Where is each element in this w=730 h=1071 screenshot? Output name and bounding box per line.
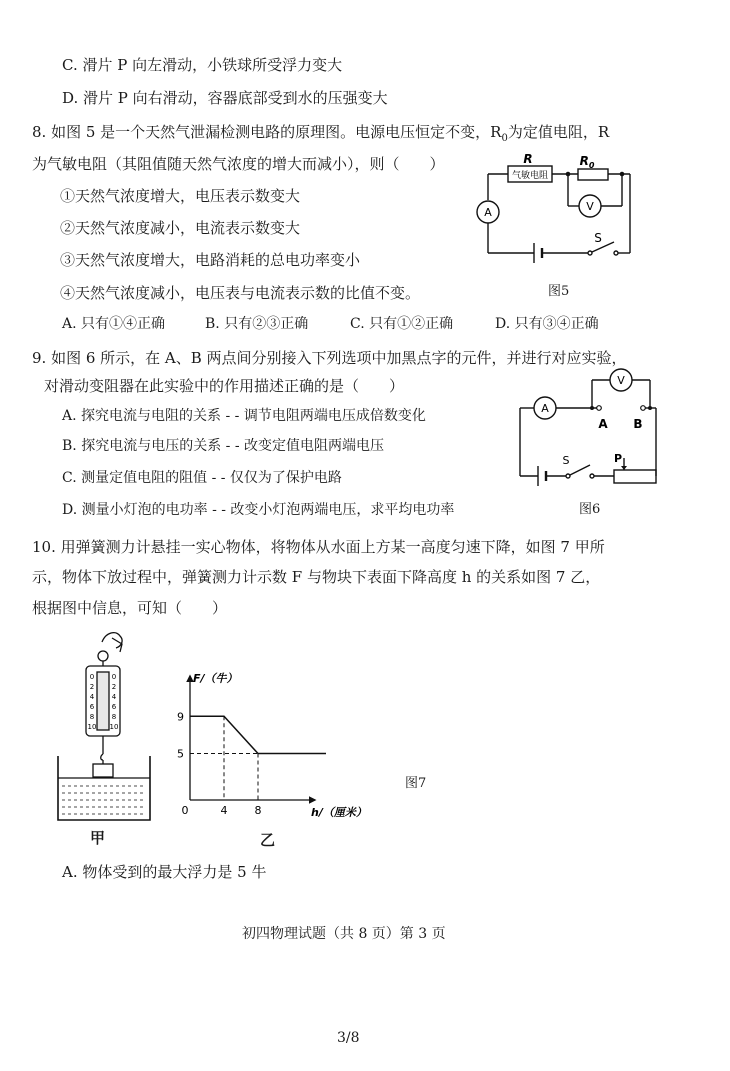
- y-axis-label: F/（牛）: [193, 672, 238, 685]
- x-tick-label-8: 8: [254, 804, 262, 817]
- page-footer-caption: 初四物理试题（共 8 页）第 3 页: [242, 926, 446, 942]
- q9-stem-line-2: 对滑动变阻器在此实验中的作用描述正确的是（ ）: [44, 377, 405, 395]
- q8-option-a: A. 只有①④正确: [62, 316, 166, 332]
- q8-stem-text: 8. 如图 5 是一个天然气泄漏检测电路的原理图。电源电压恒定不变，R: [32, 123, 502, 141]
- scale-left-0: 0: [89, 673, 95, 681]
- scale-left-8: 8: [89, 713, 95, 721]
- q7-option-c: C. 滑片 P 向左滑动，小铁球所受浮力变大: [62, 56, 343, 74]
- scale-right-8: 8: [111, 713, 117, 721]
- page-number: 3/8: [337, 1030, 360, 1046]
- figure-7-left-label: 甲: [90, 829, 106, 847]
- q10-stem-line-1: 10. 用弹簧测力计悬挂一实心物体，将物体从水面上方某一高度匀速下降，如图 7 甲所: [32, 538, 605, 556]
- resistor-r0-label: R: [579, 154, 589, 168]
- switch-label: S: [562, 454, 570, 467]
- q8-option-d: D. 只有③④正确: [495, 316, 599, 332]
- figure-6-caption: 图6: [579, 502, 601, 517]
- q8-statement-2: ②天然气浓度减小，电流表示数变大: [60, 219, 301, 237]
- q8-statement-4: ④天然气浓度减小，电压表与电流表示数的比值不变。: [60, 284, 421, 302]
- series-line: [190, 716, 326, 753]
- q8-stem-line-2: 为气敏电阻（其阻值随天然气浓度的增大而减小），则（ ）: [32, 155, 445, 173]
- hand-icon: [102, 633, 122, 648]
- test-object: [93, 764, 113, 777]
- figure-7-caption: 图7: [405, 776, 427, 791]
- q8-statement-3: ③天然气浓度增大，电路消耗的总电功率变小: [60, 251, 361, 269]
- x-axis-label: h/（厘米）: [311, 806, 367, 819]
- q8-statement-1: ①天然气浓度增大，电压表示数变大: [60, 187, 301, 205]
- q8-option-b: B. 只有②③正确: [205, 316, 309, 332]
- svg-text:R0: [580, 154, 595, 170]
- q9-option-a: A. 探究电流与电阻的关系 - - 调节电阻两端电压成倍数变化: [62, 408, 426, 424]
- slider-label: P: [613, 452, 623, 465]
- origin-label: 0: [181, 804, 189, 817]
- figure-7-graph: [165, 668, 365, 828]
- q8-option-c: C. 只有①②正确: [350, 316, 454, 332]
- scale-left-2: 2: [89, 683, 95, 691]
- ammeter-label: A: [484, 206, 492, 219]
- figure-7-right-label: 乙: [260, 831, 276, 849]
- q9-option-c: C. 测量定值电阻的阻值 - - 仅仅为了保护电路: [62, 470, 342, 486]
- scale-right-0: 0: [111, 673, 117, 681]
- q8-stem-line-1: [32, 122, 609, 149]
- scale-right-4: 4: [111, 693, 117, 701]
- point-a-label: A: [598, 417, 608, 431]
- q10-stem-line-2: 示，物体下放过程中，弹簧测力计示数 F 与物块下表面下降高度 h 的关系如图 7 乙，: [32, 568, 601, 586]
- scale-left-4: 4: [89, 693, 95, 701]
- terminal-b: [641, 406, 646, 411]
- q10-stem-line-3: 根据图中信息，可知（ ）: [32, 599, 228, 617]
- ammeter-label: A: [541, 402, 549, 415]
- figure-5-caption: 图5: [548, 284, 570, 299]
- resistor-r0-subscript: 0: [588, 161, 595, 170]
- beaker: [58, 756, 150, 820]
- x-tick-label-4: 4: [220, 804, 228, 817]
- scale-right-10: 10: [109, 723, 119, 731]
- voltmeter-label: V: [617, 374, 625, 387]
- terminal-a: [597, 406, 602, 411]
- scale-left-6: 6: [89, 703, 95, 711]
- figure-6-circuit: [510, 366, 690, 506]
- figure-5-circuit: [470, 150, 650, 300]
- q8-r0-subscript: 0: [501, 133, 508, 144]
- resistor-r-label: R: [523, 152, 533, 166]
- rheostat: [614, 470, 656, 483]
- scale-right-6: 6: [111, 703, 117, 711]
- y-tick-label-9: 9: [177, 710, 184, 724]
- q8-stem-text-end: 为定值电阻，R: [507, 123, 610, 141]
- gas-sensor-label: 气敏电阻: [511, 171, 549, 181]
- q7-option-d: D. 滑片 P 向右滑动，容器底部受到水的压强变大: [62, 89, 388, 107]
- q9-option-b: B. 探究电流与电压的关系 - - 改变定值电阻两端电压: [62, 438, 384, 454]
- q10-option-a: A. 物体受到的最大浮力是 5 牛: [62, 863, 267, 881]
- switch-label: S: [594, 231, 602, 245]
- voltmeter-label: V: [586, 200, 594, 213]
- point-b-label: B: [633, 417, 643, 431]
- q9-stem-line-1: 9. 如图 6 所示，在 A、B 两点间分别接入下列选项中加黑点字的元件，并进行对应实验，: [32, 349, 627, 367]
- scale-left-10: 10: [87, 723, 97, 731]
- switch-lever: [570, 465, 590, 475]
- resistor-r0: [578, 169, 608, 180]
- scale-right-2: 2: [111, 683, 117, 691]
- figure-7-spring-scale: [50, 628, 160, 833]
- q9-option-d: D. 测量小灯泡的电功率 - - 改变小灯泡两端电压，求平均电功率: [62, 502, 455, 518]
- y-tick-label-5: 5: [177, 747, 184, 761]
